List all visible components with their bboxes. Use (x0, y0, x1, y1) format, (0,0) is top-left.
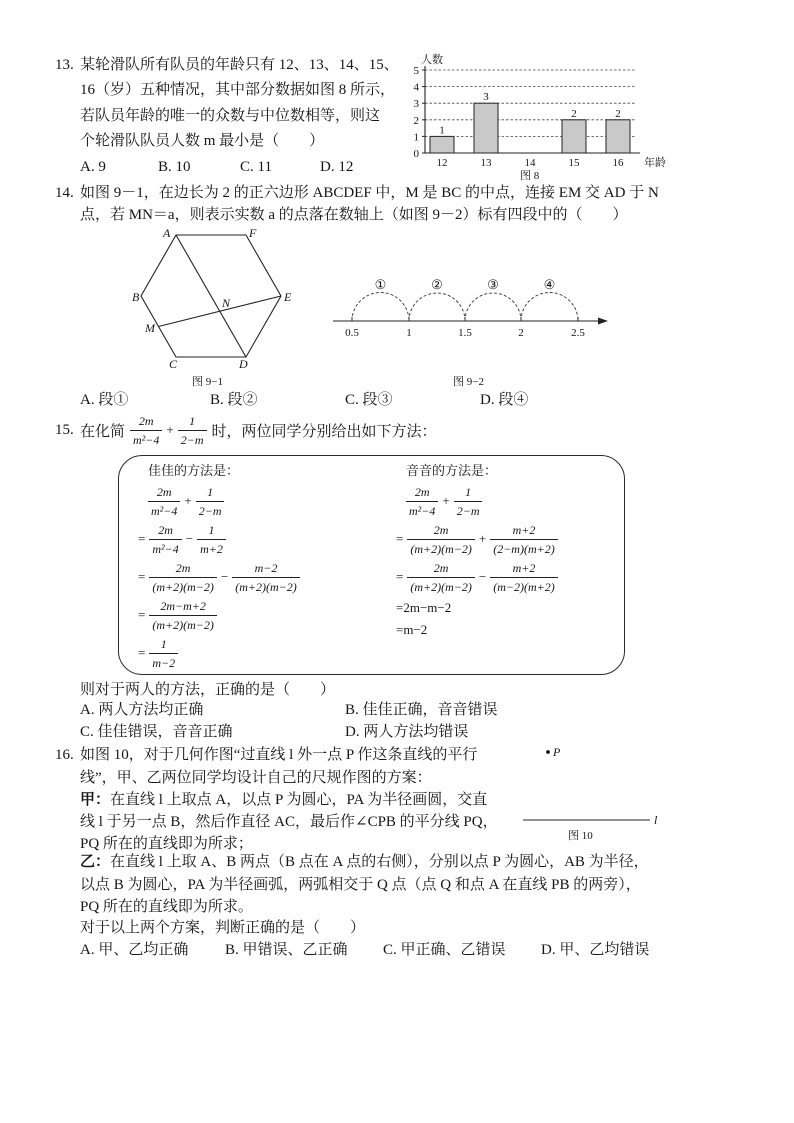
q13-stem-line: 个轮滑队队员人数 m 最小是（ ） (80, 133, 325, 149)
q15-option-d: D. 两人方法均错误 (345, 724, 469, 740)
segment-arc-4 (521, 293, 578, 322)
number-line-tick-label: 1 (406, 327, 412, 339)
solution-step (136, 522, 381, 556)
segment-label-3: ③ (487, 277, 499, 292)
math-text: = (138, 607, 146, 622)
number-line-figure (325, 270, 615, 345)
fraction-numerator: 1 (160, 636, 167, 651)
fraction (178, 414, 207, 447)
vertex-label-e: E (284, 290, 292, 304)
fraction-numerator: m−2 (254, 560, 278, 575)
fraction-numerator: 2m (175, 560, 191, 575)
q16-question: 对于以上两个方案，判断正确的是（ ） (80, 920, 366, 936)
math-text: =m−2 (396, 622, 428, 637)
y-axis-label: 人数 (421, 54, 443, 66)
q16-stem-line: 如图 10，对于几何作图“过直线 l 外一点 P 作这条直线的平行 (80, 747, 478, 763)
fraction (490, 561, 558, 594)
math-text: + (184, 493, 192, 508)
fraction-denominator: 2−m (196, 501, 225, 518)
age-bar-chart (400, 52, 670, 172)
math-text: + (166, 422, 174, 437)
q16-plan-yi-line: 以点 B 为圆心，PA 为半径画弧，两弧相交于 Q 点（点 Q 和点 A 在直线 PB 的两旁）， (80, 877, 641, 893)
q16-plan-yi-line (80, 852, 649, 872)
q13-option-c: C. 11 (240, 159, 272, 175)
fraction-denominator: (m+2)(m−2) (149, 577, 217, 594)
number-line-tick-label: 2.5 (571, 327, 585, 339)
fraction (130, 414, 162, 447)
q15-stem-after: 时，两位同学分别给出如下方法： (211, 423, 437, 440)
method-title: 佳佳的方法是： (148, 463, 240, 478)
solution-step (136, 560, 381, 594)
x-tick-label: 14 (524, 157, 536, 169)
fraction-numerator: 2m (433, 560, 449, 575)
vertex-label-b: B (132, 290, 140, 304)
q16-plan-yi-line: PQ 所在的直线即为所求。 (80, 899, 253, 915)
fraction-denominator: (m+2)(m−2) (407, 539, 475, 556)
y-tick-label: 1 (413, 131, 419, 144)
fraction (149, 561, 217, 594)
segment-arc-3 (465, 293, 521, 321)
math-text: + (478, 531, 487, 546)
point-p-dot (546, 750, 550, 754)
math-text: =2m−m−2 (396, 600, 452, 615)
fraction (149, 637, 178, 670)
fraction-numerator: 2m (433, 522, 449, 537)
q15-option-a: A. 两人方法均正确 (80, 702, 204, 718)
vertex-label-d: D (239, 357, 248, 371)
bar-value-label: 2 (571, 107, 577, 120)
fraction-numerator: m+2 (512, 560, 536, 575)
number-line-arrow (598, 318, 608, 325)
q16-number: 16. (55, 747, 74, 763)
bar-age-15 (562, 120, 586, 153)
method-steps (394, 484, 639, 640)
math-text: = (138, 531, 146, 546)
fraction-denominator: m²−4 (148, 501, 180, 518)
segment-ad (176, 235, 246, 357)
y-tick-label: 4 (413, 81, 419, 94)
bar-value-label: 3 (483, 91, 489, 104)
y-tick-label: 3 (413, 98, 419, 111)
method-title: 音音的方法是： (406, 463, 498, 478)
q15-option-b: B. 佳佳正确，音音错误 (345, 702, 498, 718)
fraction (407, 523, 475, 556)
solution-step (394, 620, 639, 640)
segment-arc-2 (409, 293, 465, 321)
y-tick-label: 0 (413, 148, 419, 160)
fraction (196, 485, 225, 518)
fraction (406, 485, 438, 518)
vertex-label-a: A (163, 226, 171, 240)
q15-stem (55, 413, 437, 447)
q13-stem-line: 某轮滑队所有队员的年龄只有 12、13、14、15、 (80, 57, 399, 73)
math-text: = (396, 531, 404, 546)
x-axis-label: 年龄 (644, 157, 666, 169)
fraction (407, 561, 475, 594)
fraction-numerator: 2m (156, 484, 172, 499)
math-text: − (220, 569, 229, 584)
fraction-denominator: (m−2)(m+2) (490, 577, 558, 594)
q16-plan-jia-line (80, 790, 487, 810)
q15-stem-expression (128, 414, 208, 447)
q16-plan-jia-line: PQ 所在的直线即为所求； (80, 836, 253, 852)
fraction-numerator: 1 (189, 413, 196, 428)
number-line-tick-label: 2 (518, 327, 524, 339)
figure-8-caption: 图 8 (520, 170, 540, 182)
q13-option-d: D. 12 (320, 159, 354, 175)
fraction-numerator: 2m (158, 522, 173, 537)
solution-step (136, 598, 381, 632)
q14-option-c: C. 段③ (345, 392, 393, 408)
bar-age-13 (474, 103, 498, 153)
q13-option-a: A. 9 (80, 159, 106, 175)
fraction-denominator: m+2 (197, 539, 226, 556)
fraction-numerator: 2m (414, 484, 430, 499)
figure-10-caption: 图 10 (568, 830, 593, 842)
q13-stem-line: 若队员年龄的唯一的众数与中位数相等，则这 (80, 108, 381, 124)
point-label-m: M (145, 321, 155, 335)
x-tick-label: 16 (612, 157, 624, 169)
y-tick-label: 2 (413, 114, 419, 127)
method-steps (136, 484, 381, 670)
point-label-p: P (553, 745, 561, 759)
number-line-tick-label: 0.5 (345, 327, 359, 339)
solution-step (394, 484, 639, 518)
math-text: = (138, 569, 146, 584)
fraction-denominator: (m+2)(m−2) (149, 615, 217, 632)
q15-option-c: C. 佳佳错误，音音正确 (80, 724, 233, 740)
fraction-denominator: m²−4 (149, 539, 181, 556)
segment-em (159, 296, 282, 327)
solution-step (136, 484, 381, 518)
fraction-numerator: 2m (138, 413, 154, 428)
q16-plan-jia-label: 甲： (80, 792, 111, 808)
fraction-numerator: 1 (208, 522, 215, 537)
q13-option-b: B. 10 (158, 159, 191, 175)
segment-label-1: ① (374, 277, 387, 292)
math-text: = (396, 569, 404, 584)
solution-step (394, 522, 639, 556)
bar-value-label: 2 (615, 107, 621, 120)
vertex-label-f: F (249, 226, 257, 240)
fraction (490, 523, 558, 556)
figure-9-1-caption: 图 9−1 (192, 376, 223, 388)
q14-stem-line: 点，若 MN＝a，则表示实数 a 的点落在数轴上（如图 9－2）标有四段中的（ ） (80, 207, 628, 223)
q16-option-c: C. 甲正确、乙错误 (383, 942, 506, 958)
math-text: = (138, 645, 146, 660)
q14-option-d: D. 段④ (480, 392, 529, 408)
bar-age-12 (430, 136, 454, 153)
q14-number: 14. (55, 185, 74, 201)
method-yinyin (394, 462, 639, 642)
x-tick-label: 15 (568, 157, 580, 169)
fraction-denominator: (2−m)(m+2) (490, 539, 558, 556)
segment-label-2: ② (431, 277, 443, 292)
bar-value-label: 1 (439, 124, 445, 137)
math-text: − (478, 569, 487, 584)
math-text: − (185, 531, 194, 546)
fraction-denominator: m−2 (149, 653, 178, 670)
q13-stem-line: 16（岁）五种情况，其中部分数据如图 8 所示， (80, 82, 396, 98)
segment-arc-1 (352, 293, 409, 322)
fraction-denominator: 2−m (178, 430, 207, 447)
math-text: + (442, 493, 450, 508)
q16-option-b: B. 甲错误、乙正确 (225, 942, 348, 958)
fraction-numerator: 2m−m+2 (160, 598, 206, 613)
q16-plan-yi-text: 在直线 l 上取 A、B 两点（B 点在 A 点的右侧），分别以点 P 为圆心，AB 为半径， (110, 854, 649, 870)
vertex-label-c: C (169, 357, 178, 371)
fraction-numerator: 1 (465, 484, 472, 499)
q16-option-a: A. 甲、乙均正确 (80, 942, 189, 958)
q13-number: 13. (55, 57, 74, 73)
q16-plan-jia-line: 线 l 于另一点 B，然后作直径 AC，最后作∠CPB 的平分线 PQ， (80, 814, 498, 830)
bar-age-16 (606, 120, 630, 153)
q14-option-a: A. 段① (80, 392, 129, 408)
segment-label-4: ④ (543, 277, 556, 292)
fraction (197, 523, 226, 556)
figure-9-2-caption: 图 9−2 (453, 376, 484, 388)
q16-option-d: D. 甲、乙均错误 (541, 942, 650, 958)
parallel-line-figure (515, 740, 675, 830)
x-tick-label: 12 (436, 157, 448, 169)
fraction-denominator: (m+2)(m−2) (407, 577, 475, 594)
hexagon-figure (125, 222, 305, 372)
q15-stem-before: 在化简 (80, 423, 126, 440)
point-label-n: N (222, 296, 231, 310)
q16-plan-yi-label: 乙： (80, 854, 111, 870)
fraction-denominator: (m+2)(m−2) (232, 577, 300, 594)
q15-number: 15. (55, 421, 74, 438)
fraction (149, 523, 181, 556)
fraction (232, 561, 300, 594)
fraction-denominator: 2−m (454, 501, 483, 518)
solution-step (136, 636, 381, 670)
fraction-denominator: m²−4 (130, 430, 162, 447)
fraction (454, 485, 483, 518)
q15-question: 则对于两人的方法，正确的是（ ） (80, 682, 336, 698)
fraction-denominator: m²−4 (406, 501, 438, 518)
fraction-numerator: 1 (207, 484, 214, 499)
number-line-tick-label: 1.5 (458, 327, 472, 339)
fraction (149, 599, 217, 632)
method-jiajia (136, 462, 381, 674)
fraction-numerator: m+2 (512, 522, 536, 537)
q16-stem-line: 线”，甲、乙两位同学均设计自己的尺规作图的方案： (80, 770, 432, 786)
x-tick-label: 13 (480, 157, 492, 169)
solution-step (394, 598, 639, 618)
q14-stem-line: 如图 9－1，在边长为 2 的正六边形 ABCDEF 中，M 是 BC 的中点，连接 EM 交 AD 于 N (80, 185, 659, 201)
q16-plan-jia-text: 在直线 l 上取点 A，以点 P 为圆心，PA 为半径画圆，交直 (110, 792, 488, 808)
line-label-l: l (654, 813, 658, 827)
q14-option-b: B. 段② (210, 392, 258, 408)
fraction (148, 485, 180, 518)
y-tick-label: 5 (413, 65, 419, 77)
solution-step (394, 560, 639, 594)
